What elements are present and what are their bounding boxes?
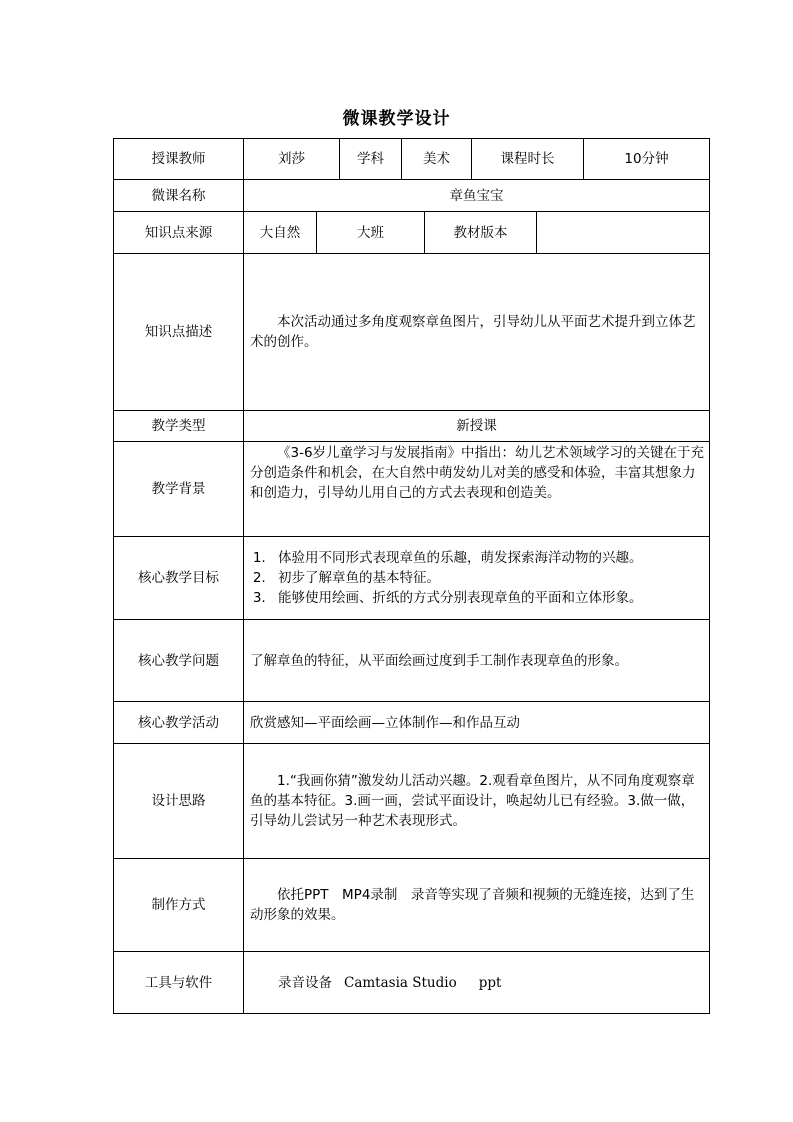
page-title: 微课教学设计 [342,109,451,129]
table-row-source [114,212,710,254]
lesson-design-table [113,138,710,1014]
table-row-problem [114,620,710,702]
production-text: 依托PPT MP4录制 录音等实现了音频和视频的无缝连接，达到了生动形象的效果。 [250,887,695,923]
table-row-activity [114,702,710,744]
background-text: 《3-6岁儿童学习与发展指南》中指出：幼儿艺术领域学习的关键在于充分创造条件和机会，在大自然中萌发幼儿对美的感受和体验，丰富其想象力和创造力，引导幼儿用自己的方式去表现和创造美。 [250,445,705,501]
description-text: 本次活动通过多角度观察章鱼图片，引导幼儿从平面艺术提升到立体艺术的创作。 [250,314,696,350]
goals-label: 核心教学目标 [114,537,244,619]
table-row-course-name [114,180,710,212]
teacher-value: 刘莎 [244,139,340,179]
tools-label: 工具与软件 [114,952,244,1013]
problem-text: 了解章鱼的特征，从平面绘画过度到手工制作表现章鱼的形象。 [244,620,710,701]
tool-item: ppt [478,974,502,991]
table-row-type [114,411,710,442]
background-label: 教学背景 [114,442,244,536]
teacher-label: 授课教师 [114,139,244,179]
table-row-production [114,859,710,952]
goals-list [250,548,643,608]
goal-item: 2. 初步了解章鱼的基本特征。 [270,568,643,588]
tool-item: 录音设备 [278,974,332,991]
goals-cell [244,537,710,619]
table-row-header [114,139,710,180]
background-cell [244,442,710,536]
activity-text: 欣赏感知—平面绘画—立体制作—和作品互动 [244,702,710,743]
description-cell [244,254,710,410]
subject-value: 美术 [402,139,472,179]
tools-cell [244,952,710,1013]
goal-item: 3. 能够使用绘画、折纸的方式分别表现章鱼的平面和立体形象。 [270,588,643,608]
production-cell [244,859,710,951]
course-name-value: 章鱼宝宝 [244,180,710,211]
duration-value: 10分钟 [584,139,710,179]
edition-label: 教材版本 [425,212,537,253]
description-label: 知识点描述 [114,254,244,410]
table-row-description [114,254,710,411]
type-value: 新授课 [244,411,710,441]
subject-label: 学科 [340,139,402,179]
design-text: 1.“我画你猜”激发幼儿活动兴趣。2.观看章鱼图片，从不同角度观察章鱼的基本特征。3.画一画，尝试平面设计，唤起幼儿已有经验。3.做一做，引导幼儿尝试另一种艺术表现形式。 [250,773,695,829]
tool-item: Camtasia Studio [344,974,457,991]
design-cell [244,744,710,858]
table-row-background [114,442,710,537]
table-row-goals [114,537,710,620]
source-origin: 大自然 [244,212,317,253]
type-label: 教学类型 [114,411,244,441]
table-row-tools [114,952,710,1014]
edition-value [537,212,710,253]
source-grade: 大班 [317,212,425,253]
goal-item: 1. 体验用不同形式表现章鱼的乐趣，萌发探索海洋动物的兴趣。 [270,548,643,568]
source-label: 知识点来源 [114,212,244,253]
table-row-design [114,744,710,859]
design-label: 设计思路 [114,744,244,858]
problem-label: 核心教学问题 [114,620,244,701]
course-name-label: 微课名称 [114,180,244,211]
production-label: 制作方式 [114,859,244,951]
duration-label: 课程时长 [472,139,584,179]
activity-label: 核心教学活动 [114,702,244,743]
